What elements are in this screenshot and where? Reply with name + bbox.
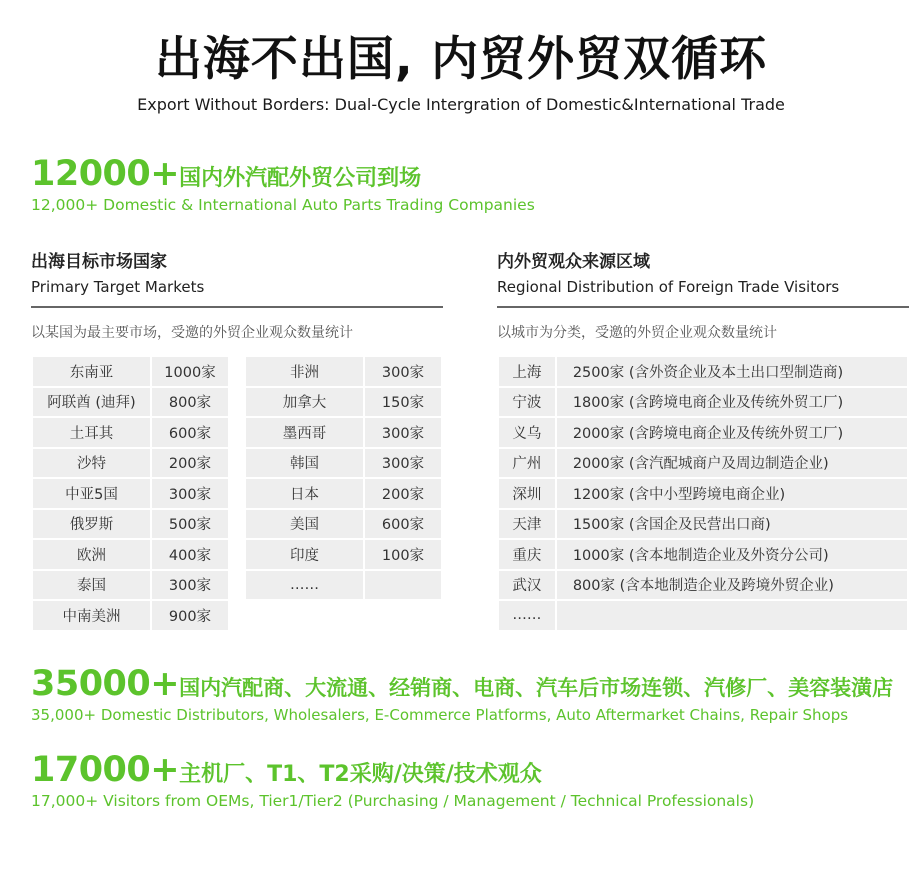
regions-table xyxy=(497,355,909,632)
stat-label-en: 12,000+ Domestic & International Auto Parts Trading Companies xyxy=(31,196,535,214)
city-count-cell: 2500家 (含外资企业及本土出口型制造商) xyxy=(557,357,907,386)
table-row xyxy=(33,479,228,508)
city-name-cell: 重庆 xyxy=(499,540,555,569)
markets-title-en: Primary Target Markets xyxy=(31,278,205,296)
market-name-cell: 日本 xyxy=(246,479,363,508)
city-count-cell xyxy=(557,601,907,630)
market-name-cell: 韩国 xyxy=(246,449,363,478)
market-count-cell: 300家 xyxy=(365,449,441,478)
city-count-cell: 2000家 (含跨境电商企业及传统外贸工厂) xyxy=(557,418,907,447)
regions-title-en: Regional Distribution of Foreign Trade Visitors xyxy=(497,278,840,296)
stat-number: 12000+ xyxy=(31,154,180,194)
city-name-cell: 义乌 xyxy=(499,418,555,447)
city-count-cell: 1000家 (含本地制造企业及外资分公司) xyxy=(557,540,907,569)
table-row xyxy=(246,418,441,447)
table-row xyxy=(499,357,907,386)
market-name-cell: 阿联酋 (迪拜) xyxy=(33,388,150,417)
market-count-cell: 1000家 xyxy=(152,357,228,386)
market-count-cell: 800家 xyxy=(152,388,228,417)
table-row xyxy=(499,601,907,630)
table-row xyxy=(246,357,441,386)
table-row xyxy=(33,601,228,630)
market-name-cell: 沙特 xyxy=(33,449,150,478)
market-name-cell: 中亚5国 xyxy=(33,479,150,508)
stat-number: 35000+ xyxy=(31,664,180,704)
stat-label-cn: 主机厂、T1、T2采购/决策/技术观众 xyxy=(179,762,542,787)
table-row xyxy=(499,540,907,569)
table-row xyxy=(33,388,228,417)
market-name-cell: 东南亚 xyxy=(33,357,150,386)
city-name-cell: 广州 xyxy=(499,449,555,478)
city-name-cell: 天津 xyxy=(499,510,555,539)
table-row xyxy=(499,449,907,478)
market-count-cell: 150家 xyxy=(365,388,441,417)
table-row xyxy=(33,571,228,600)
market-name-cell: 中南美洲 xyxy=(33,601,150,630)
stat-label-cn: 国内外汽配外贸公司到场 xyxy=(179,166,422,191)
city-count-cell: 1500家 (含国企及民营出口商) xyxy=(557,510,907,539)
market-count-cell: 500家 xyxy=(152,510,228,539)
stat-block-companies xyxy=(31,154,535,214)
market-count-cell: 200家 xyxy=(365,479,441,508)
market-count-cell: 300家 xyxy=(152,571,228,600)
markets-title-cn: 出海目标市场国家 xyxy=(31,252,167,272)
table-row xyxy=(33,418,228,447)
market-name-cell: 泰国 xyxy=(33,571,150,600)
table-row xyxy=(33,540,228,569)
city-name-cell: 武汉 xyxy=(499,571,555,600)
markets-section xyxy=(31,250,443,625)
market-name-cell: 美国 xyxy=(246,510,363,539)
table-row xyxy=(246,388,441,417)
stat-label-en: 17,000+ Visitors from OEMs, Tier1/Tier2 (Purchasing / Management / Technical Professionals) xyxy=(31,792,755,810)
regions-title-cn: 内外贸观众来源区域 xyxy=(497,252,650,272)
markets-note: 以某国为最主要市场，受邀的外贸企业观众数量统计 xyxy=(31,325,353,341)
page-subtitle: Export Without Borders: Dual-Cycle Intergration of Domestic&International Trade xyxy=(137,95,785,114)
stat-number: 17000+ xyxy=(31,750,180,790)
table-row xyxy=(499,510,907,539)
stat-headline xyxy=(31,664,893,704)
market-name-cell: 欧洲 xyxy=(33,540,150,569)
market-name-cell: 印度 xyxy=(246,540,363,569)
stat-label-cn: 国内汽配商、大流通、经销商、电商、汽车后市场连锁、汽修厂、美容装潢店 xyxy=(179,676,894,700)
market-name-cell: 俄罗斯 xyxy=(33,510,150,539)
table-row xyxy=(246,449,441,478)
city-count-cell: 800家 (含本地制造企业及跨境外贸企业) xyxy=(557,571,907,600)
market-count-cell xyxy=(365,571,441,600)
market-count-cell: 300家 xyxy=(365,418,441,447)
city-name-cell: 上海 xyxy=(499,357,555,386)
market-count-cell: 300家 xyxy=(365,357,441,386)
city-name-cell: 宁波 xyxy=(499,388,555,417)
regions-note: 以城市为分类，受邀的外贸企业观众数量统计 xyxy=(497,325,777,341)
table-row xyxy=(499,571,907,600)
market-name-cell: 加拿大 xyxy=(246,388,363,417)
table-row xyxy=(499,479,907,508)
city-count-cell: 1200家 (含中小型跨境电商企业) xyxy=(557,479,907,508)
city-name-cell: 深圳 xyxy=(499,479,555,508)
stat-block-distributors xyxy=(31,664,893,724)
city-count-cell: 1800家 (含跨境电商企业及传统外贸工厂) xyxy=(557,388,907,417)
market-count-cell: 900家 xyxy=(152,601,228,630)
market-count-cell: 400家 xyxy=(152,540,228,569)
stat-headline xyxy=(31,750,754,790)
market-name-cell: 非洲 xyxy=(246,357,363,386)
market-name-cell: 土耳其 xyxy=(33,418,150,447)
stat-headline xyxy=(31,154,535,194)
markets-table-left xyxy=(31,355,230,632)
stat-label-en: 35,000+ Domestic Distributors, Wholesalers, E-Commerce Platforms, Auto Aftermarket Chains, Repair Shops xyxy=(31,706,849,724)
table-row xyxy=(246,571,441,600)
section-divider xyxy=(31,306,443,308)
table-row xyxy=(246,540,441,569)
markets-table-right xyxy=(244,355,443,601)
city-count-cell: 2000家 (含汽配城商户及周边制造企业) xyxy=(557,449,907,478)
table-row xyxy=(246,479,441,508)
table-row xyxy=(33,449,228,478)
table-row xyxy=(499,388,907,417)
table-row xyxy=(33,357,228,386)
market-count-cell: 300家 xyxy=(152,479,228,508)
page-title: 出海不出国, 内贸外贸双循环 xyxy=(154,32,768,87)
market-name-cell: …… xyxy=(246,571,363,600)
stat-block-oem-visitors xyxy=(31,750,754,810)
market-count-cell: 600家 xyxy=(365,510,441,539)
table-row xyxy=(246,510,441,539)
city-name-cell: …… xyxy=(499,601,555,630)
market-count-cell: 100家 xyxy=(365,540,441,569)
table-row xyxy=(499,418,907,447)
market-name-cell: 墨西哥 xyxy=(246,418,363,447)
market-count-cell: 600家 xyxy=(152,418,228,447)
market-count-cell: 200家 xyxy=(152,449,228,478)
section-divider xyxy=(497,306,909,308)
table-row xyxy=(33,510,228,539)
regions-section xyxy=(497,250,909,624)
